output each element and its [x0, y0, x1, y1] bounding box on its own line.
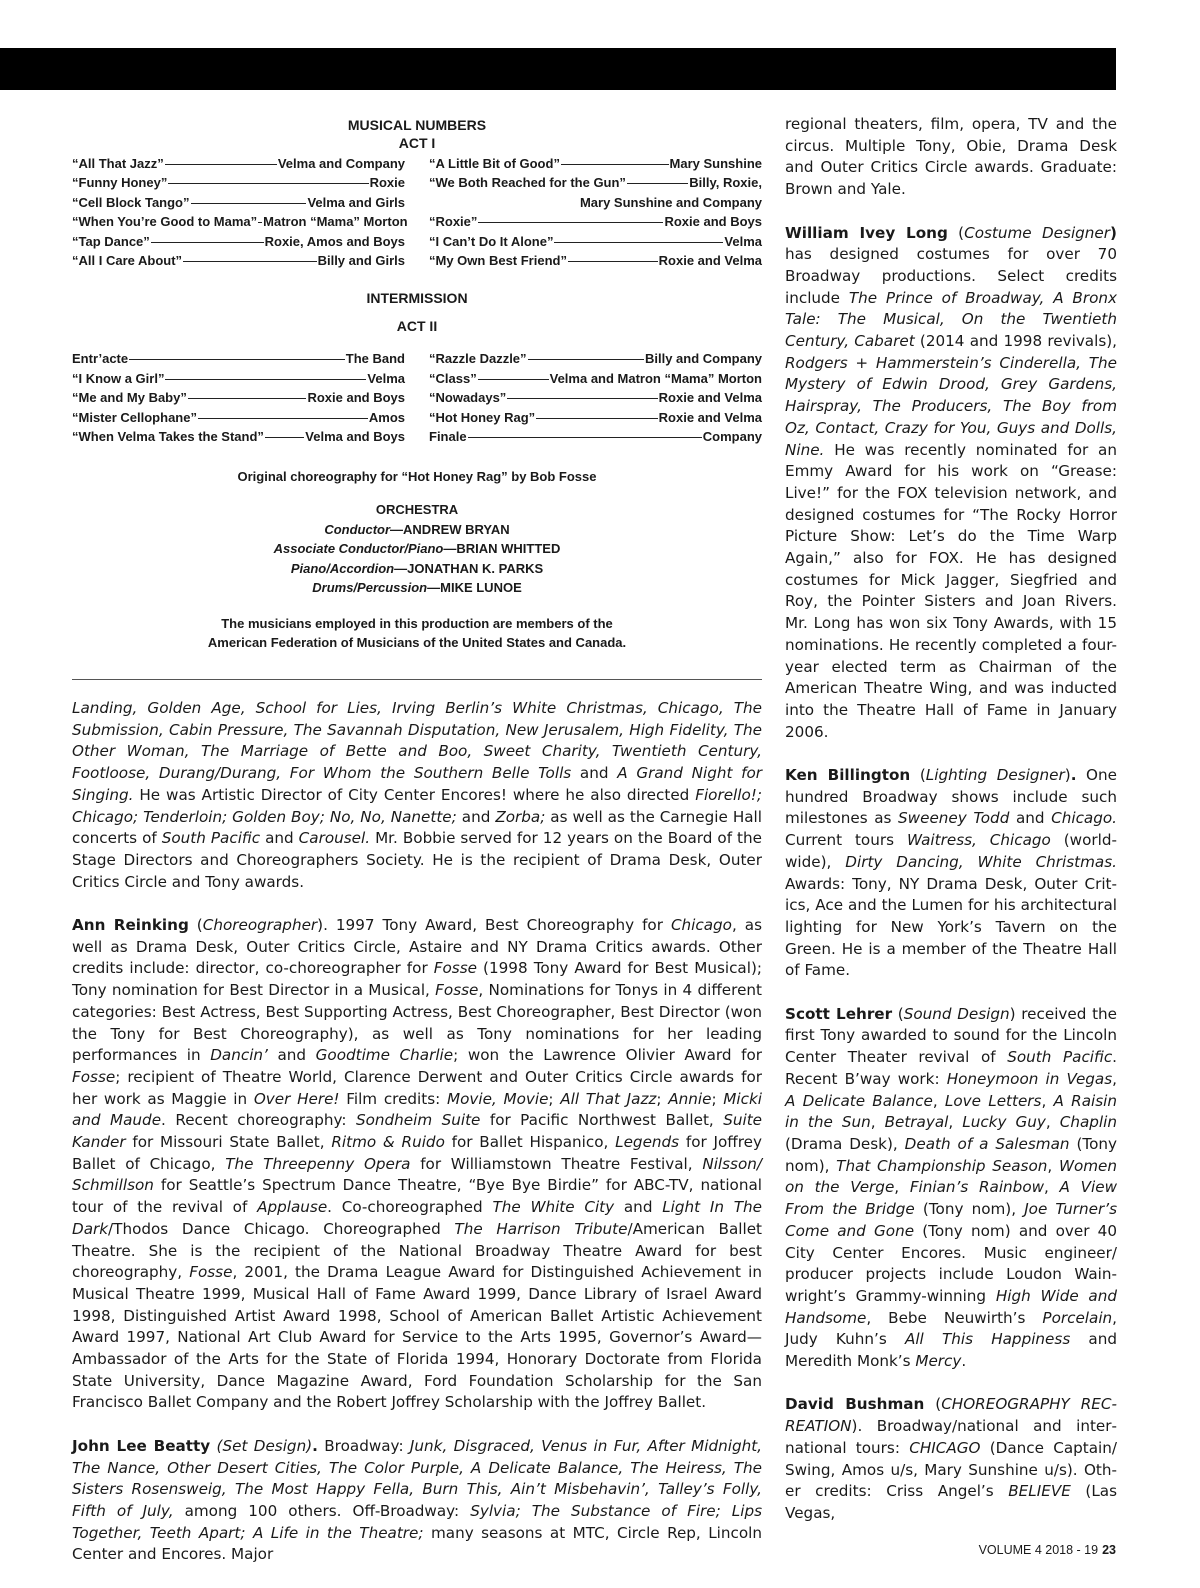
leader-line	[478, 222, 663, 223]
header-bar	[0, 48, 1116, 90]
song-title: “Hot Honey Rag”	[429, 409, 536, 425]
performer-name: Roxie and Boys	[307, 390, 405, 406]
musical-number-row	[429, 251, 762, 270]
song-title: “Razzle Dazzle”	[429, 351, 527, 367]
leader-line	[536, 418, 658, 419]
orchestra-role: Associate Conductor/Piano	[273, 541, 444, 557]
musicians-note-line-1: The musicians employed in this production are members of the	[221, 615, 613, 631]
song-title: “When You’re Good to Mama”	[72, 214, 258, 230]
section-divider	[72, 679, 762, 680]
song-title: “Class”	[429, 370, 477, 386]
bio-ken-billington: Ken Billington (Lighting Designer). One hundred Broadway shows include such milestones as Sweeney Todd and Chicago. Current tours Waitress, Chicago (worldwide), Dirty Dancing, White Christmas. Awards: Tony, NY Drama Desk, Outer Critics, Ace and the Lumen for his architectural lighting for New York’s Tavern on the Green. He is a member of the Theatre Hall of Fame.	[785, 766, 1117, 980]
act-2-left-column	[72, 349, 405, 446]
orchestra-member	[72, 578, 762, 598]
musical-number-row	[72, 232, 405, 251]
performer-name: Mary Sunshine	[669, 156, 762, 171]
leader-line	[258, 222, 262, 223]
page-number: 23	[1102, 1543, 1116, 1557]
musical-number-row	[72, 369, 405, 388]
performer-name: Billy and Girls	[317, 253, 405, 269]
song-title: “We Both Reached for the Gun”	[429, 175, 626, 191]
leader-line	[568, 261, 658, 262]
musical-number-row	[72, 349, 405, 368]
leader-line	[165, 164, 277, 165]
song-title: “I Can’t Do It Alone”	[429, 233, 554, 249]
performer-name: Company	[702, 429, 762, 445]
performer-name: Roxie and Boys	[664, 214, 762, 230]
performer-name: Mary Sunshine and Company	[579, 194, 762, 210]
act-2-right-column	[429, 349, 762, 446]
song-title: “Mister Cellophane”	[72, 409, 197, 425]
act-1-right-column	[429, 154, 762, 270]
bio-scott-lehrer: Scott Lehrer (Sound Design) received the first Tony awarded to sound for the Lincoln Center Theater revival of South Pacific. Recent B’way work: Honeymoon in Vegas, A Delicate Balance, Love Letters, A Raisin in the Sun, Betrayal, Lucky Guy, Chaplin (Drama Desk), Death of a Salesman (Tony nom), That Championship Season, Women on the Verge, Finian’s Rainbow, A View From the Bridge (Tony nom), Joe Turner’s Come and Gone (Tony nom) and over 40 City Center Encores. Music engineer/ producer projects include Loudon Wainwright’s Grammy-winning High Wide and Handsome, Bebe Neuwirth’s Porcelain, Judy Kuhn’s All This Happiness and Meredith Monk’s Mercy.	[785, 1004, 1118, 1371]
leader-line	[265, 437, 304, 438]
orchestra-role: Conductor	[324, 521, 391, 537]
orchestra-role: Drums/Percussion	[312, 580, 428, 596]
orchestra-name: —MIKE LUNOE	[427, 580, 522, 596]
performer-name: Matron “Mama” Morton	[263, 214, 408, 230]
page-footer	[979, 1543, 1116, 1557]
performer-name: Roxie, Amos and Boys	[264, 233, 405, 249]
leader-line	[191, 203, 307, 204]
leader-line	[183, 261, 317, 262]
musicians-note	[72, 614, 762, 653]
musical-number-row	[72, 251, 405, 270]
musical-number-row	[72, 388, 405, 407]
musical-number-row	[72, 193, 405, 212]
bio-column-right	[785, 114, 1117, 1546]
choreography-note: Original choreography for “Hot Honey Rag” by Bob Fosse	[237, 469, 597, 485]
musical-number-row	[429, 349, 762, 368]
musical-number-row	[429, 173, 762, 192]
leader-line	[478, 379, 549, 380]
song-title: “Nowadays”	[429, 390, 507, 406]
act-1-left-column	[72, 154, 408, 270]
song-title: “I Know a Girl”	[72, 370, 165, 386]
act-2-numbers	[72, 349, 762, 446]
performer-name: Billy, Roxie,	[689, 175, 762, 191]
song-title: “When Velma Takes the Stand”	[72, 429, 264, 445]
performer-name: Velma and Girls	[307, 194, 405, 210]
musical-numbers-title: MUSICAL NUMBERS	[347, 117, 487, 133]
song-title: “Roxie”	[429, 214, 478, 230]
musical-number-row	[429, 212, 762, 231]
performer-name: Roxie and Velma	[658, 390, 762, 406]
bio-john-lee-beatty: John Lee Beatty (Set Design). Broadway: Junk, Disgraced, Venus in Fur, After Midnight, The Nance, Other Desert Cities, The Color Purple, A Delicate Balance, The Heiress, The Sisters Rosensweig, The Most Happy Fella, Burn This, Ain’t Misbehavin’, Talley’s Folly, Fifth of July, among 100 others. Off-Broadway: Sylvia; The Substance of Fire; Lips Together, Teeth Apart; A Life in the Theatre; many seasons at MTC, Circle Rep, Lincoln Center and Encores. Major	[72, 1436, 763, 1564]
orchestra-member	[72, 539, 762, 559]
song-title: “A Little Bit of Good”	[429, 156, 560, 171]
orchestra-list	[72, 520, 762, 598]
leader-line	[129, 359, 345, 360]
act-2-label: ACT II	[396, 318, 438, 335]
song-title: “Tap Dance”	[72, 233, 150, 249]
musical-number-row	[429, 388, 762, 407]
song-title: “Funny Honey”	[72, 175, 168, 191]
orchestra-title: ORCHESTRA	[375, 502, 459, 518]
musical-number-row	[429, 154, 762, 173]
leader-line	[468, 437, 702, 438]
performer-name: Amos	[368, 409, 405, 425]
musicians-note-line-2: American Federation of Musicians of the United States and Canada.	[207, 635, 627, 651]
musical-number-row	[72, 427, 405, 446]
orchestra-name: —BRIAN WHITTED	[443, 541, 561, 557]
musical-number-row	[429, 232, 762, 251]
bio-column-left	[72, 698, 762, 1588]
leader-line	[528, 359, 644, 360]
performer-name: Roxie and Velma	[658, 409, 762, 425]
orchestra-section	[72, 500, 762, 598]
orchestra-name: —JONATHAN K. PARKS	[394, 560, 544, 576]
orchestra-name: —ANDREW BRYAN	[390, 521, 510, 537]
song-title: Finale	[429, 429, 467, 445]
performer-name: Velma	[367, 370, 405, 386]
leader-line	[507, 398, 657, 399]
musical-number-row	[429, 193, 762, 212]
musical-number-row	[72, 173, 405, 192]
bio-continuation-right: regional theaters, film, opera, TV and the circus. Multiple Tony, Obie, Drama Desk and Outer Critics Circle awards. Graduate: Brown and Yale.	[785, 115, 1117, 199]
bio-david-bushman: David Bushman (CHOREOGRAPHY RECREATION). Broadway/national and international tours: CHICAGO (Dance Captain/ Swing, Amos u/s, Mary Sunshine u/s). Other credits: Criss Angel’s BELIEVE (Las Vegas,	[785, 1395, 1118, 1522]
orchestra-role: Piano/Accordion	[290, 560, 395, 576]
song-title: “Me and My Baby”	[72, 390, 187, 406]
leader-line	[198, 418, 368, 419]
performer-name: Roxie and Velma	[658, 253, 762, 269]
musical-number-row	[429, 427, 762, 446]
song-title: “My Own Best Friend”	[429, 253, 567, 269]
leader-line	[188, 398, 307, 399]
leader-line	[165, 379, 366, 380]
musical-number-row	[429, 369, 762, 388]
leader-line	[554, 242, 723, 243]
performer-name: Velma and Matron “Mama” Morton	[549, 370, 762, 386]
performer-name: Billy and Company	[644, 351, 762, 367]
song-title: Entr’acte	[72, 351, 129, 367]
performer-name: The Band	[345, 351, 405, 367]
performer-name: Velma and Boys	[305, 429, 405, 445]
leader-line	[168, 183, 368, 184]
performer-name: Velma	[724, 233, 762, 249]
bio-william-ivey-long: William Ivey Long (Costume Designer) has designed costumes for over 70 Broadway productions. Select credits include The Prince of Broadway, A Bronx Tale: The Musical, On the Twentieth Century, Cabaret (2014 and 1998 revivals), Rodgers + Hammerstein’s Cinderella, The Mystery of Edwin Drood, Grey Gardens, Hairspray, The Producers, The Boy from Oz, Contact, Crazy for You, Guys and Dolls, Nine. He was recently nominated for an Emmy Award for his work on “Grease: Live!” for the FOX television network, and designed costumes for “The Rocky Horror Picture Show: Let’s do the Time Warp Again,” also for FOX. He has designed costumes for Mick Jagger, Siegfried and Roy, the Pointer Sisters and Joan Rivers. Mr. Long has won six Tony Awards, with 15 nominations. He recently completed a four-year elected term as Chairman of the American Theatre Wing, and was inducted into the Theatre Hall of Fame in January 2006.	[785, 223, 1117, 741]
bio-ann-reinking: Ann Reinking (Choreographer). 1997 Tony Award, Best Choreography for Chicago, as well as Drama Desk, Outer Critics Circle, Astaire and NY Drama Critics awards. Other credits include: director, co-choreographer for Fosse (1998 Tony Award for Best Musical); Tony nomination for Best Director in a Musical, Fosse, Nominations for Tonys in 4 different categories: Best Actress, Best Supporting Actress, Best Choreographer, Best Director (won the Tony for Best Choreography), as well as Tony nominations for her leading performances in Dancin’ and Goodtime Charlie; won the Lawrence Olivier Award for Fosse; recipient of Theatre World, Clarence Derwent and Outer Critics Circle awards for her work as Maggie in Over Here! Film credits: Movie, Movie; All That Jazz; Annie; Micki and Maude. Recent choreography: Sondheim Suite for Pacific Northwest Ballet, Suite Kander for Missouri State Ballet, Ritmo & Ruido for Ballet Hispanico, Legends for Joffrey Ballet of Chicago, The Threepenny Opera for Williamstown Theatre Festival, Nilsson/ Schmillson for Seattle’s Spectrum Dance Theatre, “Bye Bye Birdie” for ABC-TV, national tour of the revival of Applause. Co-choreographed The White City and Light In The Dark/Thodos Dance Chicago. Choreographed The Harrison Tribute/American Ballet Theatre. She is the recipient of the National Broadway Theatre Award for best choreography, Fosse, 2001, the Drama League Award for Distinguished Achievement in Musical Theatre 1999, Musical Hall of Fame Award 1999, Dance Library of Israel Award 1998, Distinguished Artist Award 1998, School of American Ballet Artistic Achievement Award 1997, National Art Club Award for Service to the Arts 1995, Governor’s Award—Ambassador of the Arts for the State of Florida 1994, Honorary Doctorate from Florida State University, Dance Magazine Award, Ford Foundation Scholarship for the San Francisco Ballet Company and the Robert Joffrey Scholarship with the Joffrey Ballet.	[72, 916, 763, 1412]
volume-label: VOLUME 4 2018 - 19	[978, 1543, 1099, 1557]
performer-name: Velma and Company	[277, 156, 405, 171]
musical-number-row	[429, 408, 762, 427]
song-title: “Cell Block Tango”	[72, 194, 190, 210]
intermission-label: INTERMISSION	[366, 290, 468, 307]
orchestra-member	[72, 520, 762, 540]
leader-line	[151, 242, 264, 243]
musical-number-row	[72, 212, 408, 231]
musical-numbers-section	[72, 116, 762, 653]
orchestra-member	[72, 559, 762, 579]
leader-line	[627, 183, 688, 184]
song-title: “All That Jazz”	[72, 156, 164, 171]
act-1-label: ACT I	[398, 135, 436, 151]
musical-number-row	[72, 154, 405, 173]
musical-number-row	[72, 408, 405, 427]
act-1-numbers	[72, 154, 762, 270]
performer-name: Roxie	[369, 175, 405, 191]
leader-line	[561, 164, 669, 165]
bio-continuation: Landing, Golden Age, School for Lies, Irving Berlin’s White Christmas, Chicago, The Submission, Cabin Pressure, The Savannah Disputation, New Jerusalem, High Fidelity, The Other Woman, The Marriage of Bette and Boo, Sweet Charity, Twentieth Century, Footloose, Durang/Durang, For Whom the Southern Belle Tolls and A Grand Night for Singing. He was Artistic Director of City Center Encores! where he also directed Fiorello!; Chicago; Tenderloin; Golden Boy; No, No, Nanette; and Zorba; as well as the Carnegie Hall concerts of South Pacific and Carousel. Mr. Bobbie served for 12 years on the Board of the Stage Directors and Choreographers Society. He is the recipient of Drama Desk, Outer Critics Circle and Tony awards.	[72, 699, 763, 891]
song-title: “All I Care About”	[72, 253, 183, 269]
